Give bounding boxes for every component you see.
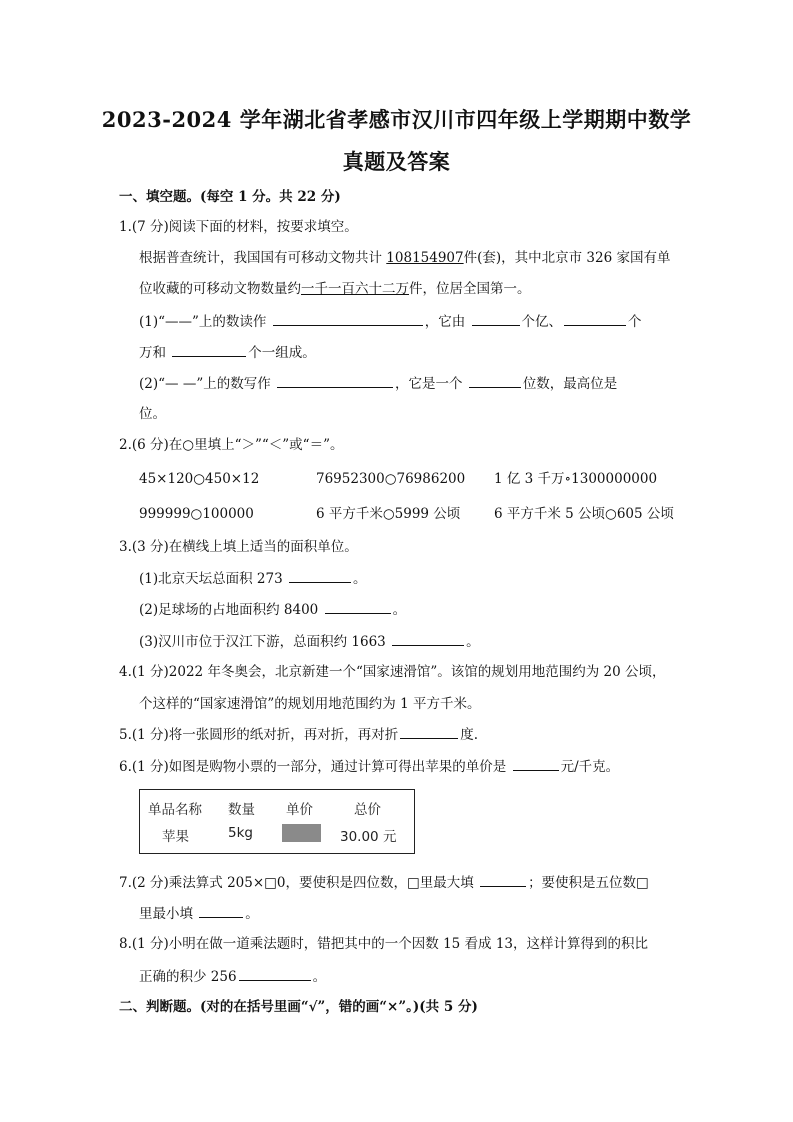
answer-blank[interactable] bbox=[472, 312, 520, 326]
q1-underlined-number: 108154907 bbox=[386, 250, 464, 266]
q3-sub2-end: 。 bbox=[392, 602, 407, 618]
q3-sub1-text: (1)北京天坛总面积 273 bbox=[139, 571, 283, 587]
q3-sub1 bbox=[139, 569, 366, 588]
answer-blank[interactable] bbox=[277, 374, 393, 388]
receipt-image bbox=[139, 789, 415, 854]
doc-title-line1: 2023-2024 学年湖北省孝感市汉川市四年级上学期期中数学 bbox=[101, 107, 692, 132]
q1-passage-line1 bbox=[139, 249, 671, 267]
q1-passage-text-b: 件(套)，其中北京市 326 家国有单 bbox=[463, 250, 671, 266]
answer-blank[interactable] bbox=[273, 312, 423, 326]
q1-sub2-line2: 位。 bbox=[139, 406, 166, 422]
answer-blank[interactable] bbox=[564, 312, 626, 326]
q3-sub2-text: (2)足球场的占地面积约 8400 bbox=[139, 602, 319, 618]
q2-item[interactable]: 45×120○450×12 bbox=[139, 471, 260, 487]
q1-sub1-text-f: 个一组成。 bbox=[248, 345, 316, 361]
q1-sub2-line1 bbox=[139, 374, 617, 393]
answer-blank[interactable] bbox=[469, 374, 521, 388]
q3-sub3-end: 。 bbox=[466, 634, 480, 650]
receipt-item-total: 30.00 元 bbox=[340, 829, 397, 845]
q1-sub1-line1 bbox=[139, 312, 642, 331]
answer-blank[interactable] bbox=[400, 725, 458, 739]
q1-passage-text-a: 根据普查统计，我国国有可移动文物共计 bbox=[139, 250, 387, 266]
q7-text-b: ；要使积是五位数□ bbox=[528, 875, 649, 891]
q3-sub1-end: 。 bbox=[352, 571, 367, 587]
q8-line1: 8.(1 分)小明在做一道乘法题时，错把其中的一个因数 15 看成 13，这样计算得到的积比 bbox=[119, 936, 649, 952]
q1-sub1-text-c: 个亿、 bbox=[521, 314, 563, 330]
q5-line bbox=[119, 725, 478, 744]
q1-underlined-words: 一千一百六十二万 bbox=[301, 281, 409, 297]
answer-blank[interactable] bbox=[392, 632, 464, 646]
q3-sub2 bbox=[139, 600, 406, 619]
q1-sub1-text-d: 个 bbox=[628, 314, 642, 330]
q7-text-a: 7.(2 分)乘法算式 205×□0，要使积是四位数，□里最大填 bbox=[119, 875, 474, 891]
q4-line1: 4.(1 分)2022 年冬奥会，北京新建一个“国家速滑馆”。该馆的规划用地范围约为 20 公顷， bbox=[119, 664, 666, 680]
section2-heading: 二、判断题。(对的在括号里画“√”，错的画“×”。)(共 5 分) bbox=[119, 999, 478, 1015]
q7-line2 bbox=[139, 904, 259, 923]
q2-item[interactable]: 6 平方千米○5999 公顷 bbox=[316, 506, 461, 522]
q3-stem: 3.(3 分)在横线上填上适当的面积单位。 bbox=[119, 539, 358, 555]
receipt-header-total: 总价 bbox=[354, 802, 381, 818]
q1-sub1-text-a: (1)“——”上的数读作 bbox=[139, 314, 267, 330]
q1-sub1-line2 bbox=[139, 343, 316, 362]
q1-sub1-text-b: ，它由 bbox=[424, 314, 466, 330]
q7-line1 bbox=[119, 873, 649, 892]
q1-sub2-text-c: 位数，最高位是 bbox=[522, 376, 618, 392]
q2-item[interactable]: 76952300○76986200 bbox=[316, 471, 466, 487]
q2-stem: 2.(6 分)在○里填上“＞”“＜”或“＝”。 bbox=[119, 437, 344, 453]
receipt-header-unit-price: 单价 bbox=[286, 802, 313, 818]
answer-blank[interactable] bbox=[289, 569, 351, 583]
q1-sub2-text-b: ，它是一个 bbox=[395, 376, 463, 392]
answer-blank[interactable] bbox=[172, 343, 246, 357]
q2-item[interactable]: 1 亿 3 千万∘1300000000 bbox=[494, 471, 658, 487]
q1-passage-text-d: 件，位居全国第一。 bbox=[409, 281, 531, 297]
q5-unit: 度. bbox=[460, 727, 479, 743]
answer-blank[interactable] bbox=[239, 967, 311, 981]
answer-blank[interactable] bbox=[513, 757, 559, 771]
q6-line bbox=[119, 757, 619, 776]
q2-item[interactable]: 999999○100000 bbox=[139, 506, 254, 522]
q3-sub3-text: (3)汉川市位于汉江下游，总面积约 1663 bbox=[139, 634, 386, 650]
q8-line2 bbox=[139, 967, 326, 986]
receipt-header-name: 单品名称 bbox=[148, 802, 202, 818]
q6-unit: 元/千克。 bbox=[560, 759, 620, 775]
answer-blank[interactable] bbox=[199, 904, 243, 918]
q1-sub1-text-e: 万和 bbox=[139, 345, 166, 361]
q6-text: 6.(1 分)如图是购物小票的一部分，通过计算可得出苹果的单价是 bbox=[119, 759, 507, 775]
q1-passage-text-c: 位收藏的可移动文物数量约 bbox=[139, 281, 301, 297]
q8-text-b: 。 bbox=[312, 969, 327, 985]
q4-line2 bbox=[139, 694, 480, 713]
receipt-item-qty: 5kg bbox=[228, 825, 253, 841]
q7-text-c: 里最小填 bbox=[139, 906, 193, 922]
q1-stem: 1.(7 分)阅读下面的材料，按要求填空。 bbox=[119, 219, 358, 235]
section1-heading: 一、填空题。(每空 1 分。共 22 分) bbox=[119, 189, 341, 205]
receipt-hidden-price bbox=[282, 824, 321, 842]
receipt-item-name: 苹果 bbox=[162, 829, 189, 845]
doc-title-line2: 真题及答案 bbox=[342, 149, 451, 174]
q8-text-a: 正确的积少 256 bbox=[139, 969, 237, 985]
answer-blank[interactable] bbox=[325, 600, 391, 614]
q4-line2-text: 个这样的“国家速滑馆”的规划用地范围约为 1 平方千米。 bbox=[139, 696, 481, 712]
q5-text: 5.(1 分)将一张圆形的纸对折，再对折，再对折 bbox=[119, 727, 399, 743]
q1-sub2-text-a: (2)“— —”上的数写作 bbox=[139, 376, 271, 392]
q2-item[interactable]: 6 平方千米 5 公顷○605 公顷 bbox=[494, 506, 674, 522]
q7-text-d: 。 bbox=[245, 906, 259, 922]
receipt-header-qty: 数量 bbox=[228, 802, 255, 818]
q1-passage-line2 bbox=[139, 280, 531, 298]
answer-blank[interactable] bbox=[480, 873, 526, 887]
q3-sub3 bbox=[139, 632, 480, 651]
